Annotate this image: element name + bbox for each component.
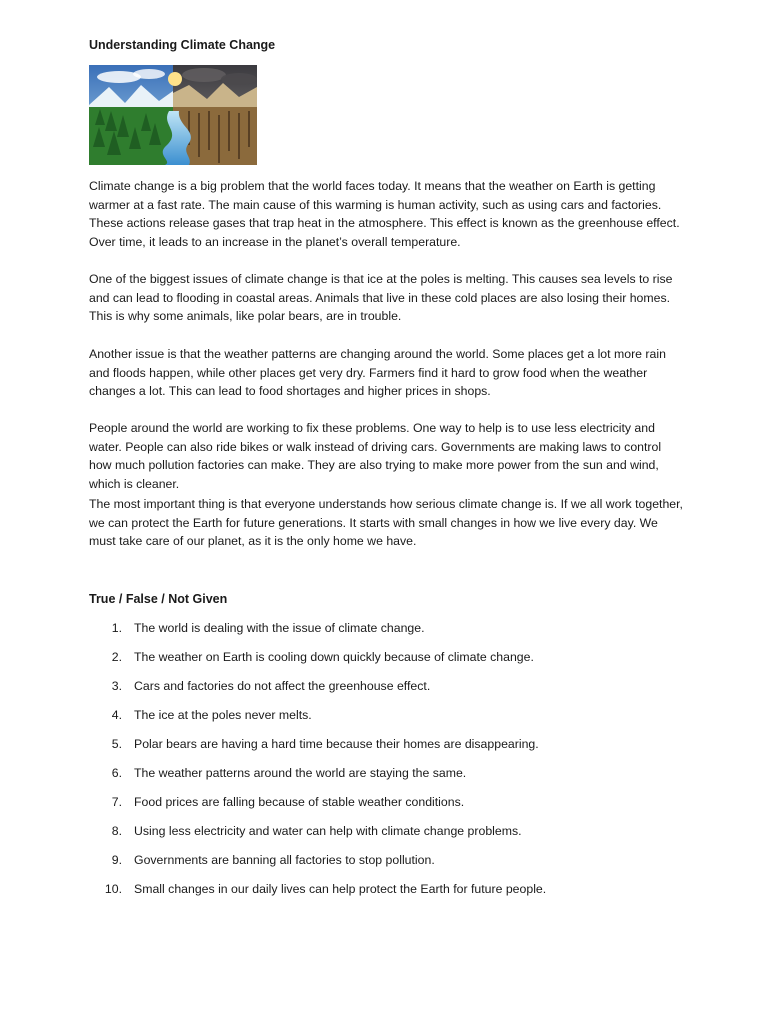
question-item — [89, 881, 689, 910]
question-text: The weather on Earth is cooling down quickly because of climate change. — [134, 650, 534, 664]
question-text: Food prices are falling because of stable weather conditions. — [134, 795, 465, 809]
question-text: Polar bears are having a hard time because their homes are disappearing. — [134, 737, 539, 751]
paragraph: Climate change is a big problem that the world faces today. It means that the weather on Earth is getting warmer at a fast rate. The main cause of this warming is human activity, such as using cars and factories. These actions release gases that trap heat in the atmosphere. This effect is known as the greenhouse effect. Over time, it leads to an increase in the planet’s overall temperature. — [89, 179, 680, 250]
question-number: 6. — [111, 766, 122, 780]
question-item — [89, 707, 689, 736]
question-text: Governments are banning all factories to stop pollution. — [134, 853, 435, 867]
question-text: The weather patterns around the world are staying the same. — [134, 766, 467, 780]
climate-contrast-illustration-icon — [89, 65, 257, 165]
question-item — [89, 736, 689, 765]
question-text: The ice at the poles never melts. — [134, 708, 312, 722]
question-list — [89, 620, 689, 910]
paragraph: One of the biggest issues of climate change is that ice at the poles is melting. This causes sea levels to rise and can lead to flooding in coastal areas. Animals that live in these cold places are also losing their homes. This is why some animals, like polar bears, are in trouble. — [89, 272, 673, 324]
question-text: Using less electricity and water can help with climate change problems. — [134, 824, 522, 838]
question-item — [89, 852, 689, 881]
paragraph: People around the world are working to fix these problems. One way to help is to use less electricity and water. People can also ride bikes or walk instead of driving cars. Governments are making laws to control how much pollution factories can make. They are also trying to make more power from the sun and wind, which is cleaner. — [89, 421, 662, 492]
paragraph: The most important thing is that everyone understands how serious climate change is. If we all work together, we can protect the Earth for future generations. It starts with small changes in how we live every day. We must take care of our planet, as it is the only home we have. — [89, 497, 683, 549]
question-item — [89, 765, 689, 794]
document-title: Understanding Climate Change — [89, 38, 276, 52]
question-number: 1. — [111, 621, 122, 635]
question-number: 3. — [111, 679, 122, 693]
question-text: Small changes in our daily lives can help protect the Earth for future people. — [134, 882, 547, 896]
question-number: 10. — [104, 882, 122, 896]
question-number: 8. — [111, 824, 122, 838]
question-item — [89, 794, 689, 823]
question-item — [89, 678, 689, 707]
question-number: 9. — [111, 853, 122, 867]
question-item — [89, 620, 689, 649]
question-number: 5. — [111, 737, 122, 751]
question-number: 7. — [111, 795, 122, 809]
question-text: The world is dealing with the issue of climate change. — [134, 621, 425, 635]
question-text: Cars and factories do not affect the greenhouse effect. — [134, 679, 431, 693]
question-item — [89, 823, 689, 852]
question-number: 4. — [111, 708, 122, 722]
question-item — [89, 649, 689, 678]
paragraph: Another issue is that the weather patterns are changing around the world. Some places get a lot more rain and floods happen, while other places get very dry. Farmers find it hard to grow food when the weather changes a lot. This can lead to food shortages and higher prices in shops. — [89, 347, 666, 399]
quiz-title: True / False / Not Given — [89, 592, 228, 606]
question-number: 2. — [111, 650, 122, 664]
